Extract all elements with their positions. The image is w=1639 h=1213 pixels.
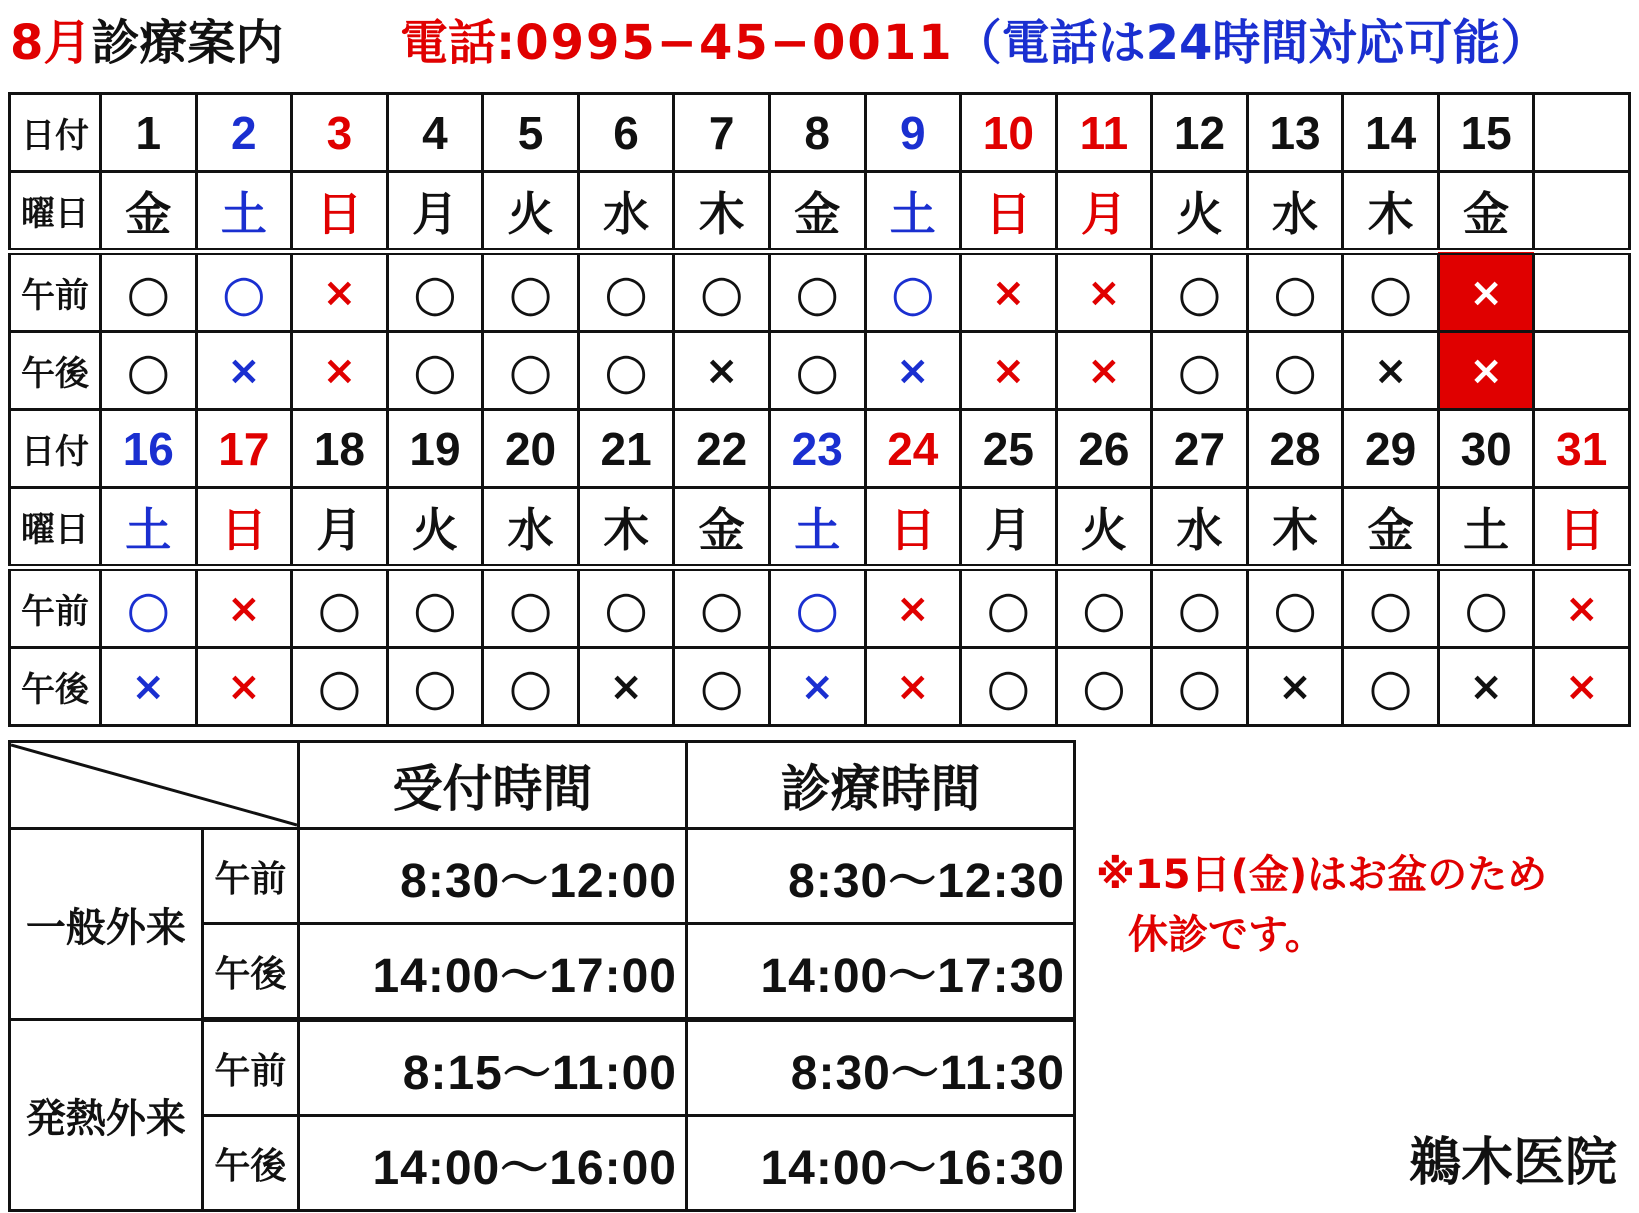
pm-status-cell: × [1438,648,1534,726]
am-status-cell: ○ [1343,568,1439,648]
category-fever: 発熱外来 [10,1020,203,1211]
am-status-cell: ○ [1438,568,1534,648]
category-general: 一般外来 [10,829,203,1020]
pm-status-cell: × [1438,332,1534,410]
weekday-cell: 木 [1247,488,1343,568]
period-label: 午前 [202,829,298,924]
date-cell: 4 [387,94,483,172]
date-cell: 13 [1247,94,1343,172]
treatment-time: 8:30〜12:30 [687,829,1075,924]
date-cell: 2 [196,94,292,172]
tel-label: 電話: [400,15,516,71]
month: 8月 [10,15,92,71]
date-cell: 11 [1056,94,1152,172]
header [10,8,1629,78]
month-title [10,8,283,78]
calendar-row-pm [10,648,1630,726]
am-status-cell: ○ [769,252,865,332]
date-cell: 21 [578,410,674,488]
calendar-row-weekday [10,488,1630,568]
weekday-cell: 金 [101,172,197,252]
am-status-cell: ○ [101,568,197,648]
reception-time: 8:15〜11:00 [299,1020,687,1116]
treatment-time: 14:00〜16:30 [687,1116,1075,1211]
treatment-time: 14:00〜17:30 [687,924,1075,1020]
row-label-date: 日付 [10,410,101,488]
weekday-cell: 土 [865,172,961,252]
weekday-cell: 日 [1534,488,1630,568]
notice-line-1: ※15日(金)はお盆のため [1096,852,1548,898]
pm-status-cell: ○ [101,332,197,410]
phone-info [400,8,1548,78]
am-status-cell: ○ [387,252,483,332]
period-label: 午前 [202,1020,298,1116]
pm-status-cell: × [1343,332,1439,410]
am-status-cell: ○ [961,568,1057,648]
weekday-cell: 木 [1343,172,1439,252]
weekday-cell [1534,172,1630,252]
weekday-cell: 火 [483,172,579,252]
reception-header: 受付時間 [299,742,687,829]
clinic-name: 鵜木医院 [1408,1133,1617,1193]
date-cell: 10 [961,94,1057,172]
date-cell: 3 [292,94,388,172]
phone-number[interactable]: 0995−45−0011 [515,15,954,71]
am-status-cell: ○ [1247,252,1343,332]
tel-note: （電話は24時間対応可能） [953,15,1549,71]
weekday-cell: 土 [101,488,197,568]
pm-status-cell: × [196,332,292,410]
am-status-cell: ○ [483,252,579,332]
pm-status-cell: ○ [1247,332,1343,410]
date-cell: 18 [292,410,388,488]
pm-status-cell: ○ [483,332,579,410]
date-cell: 23 [769,410,865,488]
pm-status-cell: × [674,332,770,410]
weekday-cell: 水 [578,172,674,252]
pm-status-cell: ○ [1152,332,1248,410]
date-cell: 26 [1056,410,1152,488]
am-status-cell [1534,252,1630,332]
date-cell: 16 [101,410,197,488]
weekday-cell: 月 [961,488,1057,568]
pm-status-cell: ○ [961,648,1057,726]
weekday-cell: 月 [387,172,483,252]
date-cell: 31 [1534,410,1630,488]
pm-status-cell: × [1534,648,1630,726]
date-cell: 22 [674,410,770,488]
am-status-cell: × [1056,252,1152,332]
date-cell: 19 [387,410,483,488]
am-status-cell: ○ [1152,252,1248,332]
am-status-cell: × [1438,252,1534,332]
weekday-cell: 水 [1152,488,1248,568]
calendar-row-date [10,94,1630,172]
date-cell: 14 [1343,94,1439,172]
pm-status-cell: ○ [292,648,388,726]
date-cell: 15 [1438,94,1534,172]
pm-status-cell: ○ [387,648,483,726]
date-cell [1534,94,1630,172]
weekday-cell: 木 [674,172,770,252]
date-cell: 28 [1247,410,1343,488]
pm-status-cell: × [1056,332,1152,410]
calendar-row-weekday [10,172,1630,252]
weekday-cell: 土 [1438,488,1534,568]
weekday-cell: 金 [769,172,865,252]
row-label-weekday: 曜日 [10,488,101,568]
am-status-cell: ○ [674,252,770,332]
am-status-cell: ○ [578,568,674,648]
date-cell: 9 [865,94,961,172]
pm-status-cell: × [578,648,674,726]
date-cell: 6 [578,94,674,172]
weekday-cell: 日 [196,488,292,568]
weekday-cell: 土 [769,488,865,568]
pm-status-cell: × [292,332,388,410]
weekday-cell: 火 [1056,488,1152,568]
am-status-cell: ○ [674,568,770,648]
am-status-cell: × [1534,568,1630,648]
am-status-cell: × [865,568,961,648]
period-label: 午後 [202,1116,298,1211]
am-status-cell: ○ [1343,252,1439,332]
date-cell: 20 [483,410,579,488]
date-cell: 25 [961,410,1057,488]
weekday-cell: 火 [387,488,483,568]
treatment-header: 診療時間 [687,742,1075,829]
calendar-row-am [10,252,1630,332]
row-label-pm: 午後 [10,648,101,726]
pm-status-cell: ○ [769,332,865,410]
pm-status-cell: ○ [483,648,579,726]
pm-status-cell: × [865,648,961,726]
weekday-cell: 土 [196,172,292,252]
date-cell: 7 [674,94,770,172]
holiday-notice [1096,845,1547,965]
reception-time: 8:30〜12:00 [299,829,687,924]
weekday-cell: 月 [1056,172,1152,252]
am-status-cell: ○ [769,568,865,648]
weekday-cell: 水 [1247,172,1343,252]
pm-status-cell: ○ [387,332,483,410]
period-label: 午後 [202,924,298,1020]
am-status-cell: ○ [387,568,483,648]
am-status-cell: × [292,252,388,332]
pm-status-cell: ○ [1343,648,1439,726]
am-status-cell: ○ [865,252,961,332]
date-cell: 27 [1152,410,1248,488]
calendar-row-pm [10,332,1630,410]
row-label-am: 午前 [10,568,101,648]
corner-cell [10,742,299,829]
treatment-time: 8:30〜11:30 [687,1020,1075,1116]
date-cell: 5 [483,94,579,172]
weekday-cell: 金 [1343,488,1439,568]
am-status-cell: × [196,568,292,648]
date-cell: 17 [196,410,292,488]
calendar-row-am [10,568,1630,648]
row-label-weekday: 曜日 [10,172,101,252]
reception-time: 14:00〜17:00 [299,924,687,1020]
notice-line-2: 休診です。 [1128,912,1325,958]
am-status-cell: × [961,252,1057,332]
am-status-cell: ○ [578,252,674,332]
calendar-table [8,92,1631,727]
row-label-pm: 午後 [10,332,101,410]
date-cell: 1 [101,94,197,172]
row-label-date: 日付 [10,94,101,172]
pm-status-cell: × [769,648,865,726]
diagonal-line [11,743,297,827]
pm-status-cell: ○ [1056,648,1152,726]
reception-time: 14:00〜16:00 [299,1116,687,1211]
pm-status-cell: ○ [578,332,674,410]
am-status-cell: ○ [1152,568,1248,648]
pm-status-cell [1534,332,1630,410]
weekday-cell: 金 [1438,172,1534,252]
weekday-cell: 火 [1152,172,1248,252]
weekday-cell: 日 [292,172,388,252]
date-cell: 8 [769,94,865,172]
pm-status-cell: ○ [1152,648,1248,726]
weekday-cell: 日 [865,488,961,568]
date-cell: 24 [865,410,961,488]
weekday-cell: 木 [578,488,674,568]
pm-status-cell: × [101,648,197,726]
calendar-row-date [10,410,1630,488]
row-label-am: 午前 [10,252,101,332]
pm-status-cell: × [196,648,292,726]
am-status-cell: ○ [1056,568,1152,648]
pm-status-cell: × [961,332,1057,410]
date-cell: 30 [1438,410,1534,488]
weekday-cell: 日 [961,172,1057,252]
am-status-cell: ○ [483,568,579,648]
date-cell: 29 [1343,410,1439,488]
am-status-cell: ○ [101,252,197,332]
hours-table [8,740,1076,1212]
weekday-cell: 水 [483,488,579,568]
pm-status-cell: × [865,332,961,410]
weekday-cell: 金 [674,488,770,568]
weekday-cell: 月 [292,488,388,568]
am-status-cell: ○ [1247,568,1343,648]
pm-status-cell: ○ [674,648,770,726]
page-title: 診療案内 [91,15,284,71]
am-status-cell: ○ [196,252,292,332]
am-status-cell: ○ [292,568,388,648]
pm-status-cell: × [1247,648,1343,726]
date-cell: 12 [1152,94,1248,172]
